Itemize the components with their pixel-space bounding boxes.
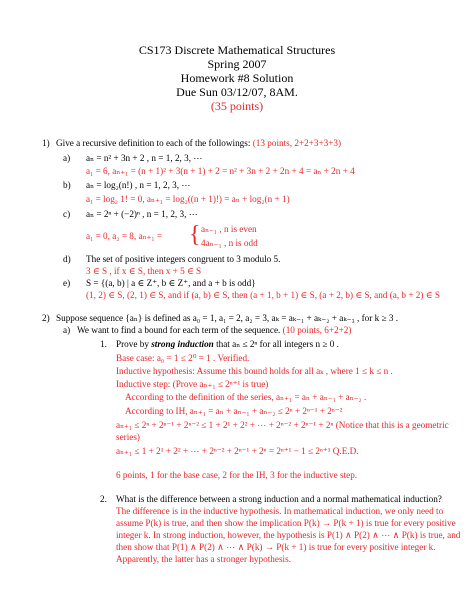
step1-text-pre: Prove by [116,339,149,349]
q1-prompt [56,138,341,149]
inductive-step: Inductive step: (Prove aₙ₊₁ ≤ 2ⁿ⁺¹ is true) [116,379,269,389]
q1d-answer: 3 ∈ S , if x ∈ S, then x + 5 ∈ S [86,266,202,276]
step2-text: What is the difference between a strong induction and a normal mathematical induction? [116,494,442,504]
course-title: CS173 Discrete Mathematical Structures [138,43,336,57]
base-case: Base case: a₀ = 1 ≤ 2⁰ = 1 . Verified. [116,353,250,363]
total-points: (35 points) [210,99,264,113]
final-inequality: aₙ₊₁ ≤ 1 + 2¹ + 2² + ⋯ + 2ⁿ⁻² + 2ⁿ⁻¹ + 2ⁿ = 2ⁿ⁺¹ − 1 ≤ 2ⁿ⁺¹ Q.E.D. [116,446,359,456]
q1c-case-even: aₙ₋₁ , n is even [201,224,257,234]
q2a-label: a) [63,325,71,335]
q1d-text: The set of positive integers congruent to 3 modulo 5. [86,254,281,264]
q1e-answer: (1, 2) ∈ S, (2, 1) ∈ S, and if (a, b) ∈ S, then (a + 1, b + 1) ∈ S, (a + 2, b) ∈ S, and (a, b + 2) ∈ S [86,290,440,300]
q1c-label: c) [63,209,71,219]
step2-answer-line: assume P(k) is true, and then show the implication P(k) → P(k + 1) is true for every positive [116,518,456,528]
q1e-label: e) [63,278,71,288]
case-brace: { [189,222,201,248]
ih-application: According to IH, aₙ₊₁ = aₙ + aₙ₋₁ + aₙ₋₂ ≤ 2ⁿ + 2ⁿ⁻¹ + 2ⁿ⁻² [125,406,343,416]
definition-expansion: According to the definition of the series, aₙ₊₁ = aₙ + aₙ₋₁ + aₙ₋₂ . [125,392,367,402]
q2a-points: (10 points, 6+2+2) [282,325,352,335]
q1a-label: a) [63,153,71,163]
step1-text-emphasis: strong induction [151,339,214,349]
q2-number: 2) [42,313,50,323]
q2-prompt: Suppose sequence {aₙ} is defined as a₀ = 1, a₁ = 2, a₂ = 3, aₖ = aₖ₋₁ + aₖ₋₂ + aₖ₋₃ , for k ≥ 3 . [56,313,399,323]
q1d-label: d) [63,254,71,264]
inductive-hypothesis: Inductive hypothesis: Assume this bound holds for all aₖ , where 1 ≤ k ≤ n . [116,366,393,376]
q1a-answer: a₁ = 6, aₙ₊₁ = (n + 1)² + 3(n + 1) + 2 = n² + 3n + 2 + 2n + 4 = aₙ + 2n + 4 [86,166,355,176]
q1b-answer: a₁ = log₂ 1! = 0, aₙ₊₁ = log₂((n + 1)!) = aₙ + log₂(n + 1) [86,194,290,204]
step2-answer-line: integer k. In strong induction, however, the hypothesis is P(1) ∧ P(2) ∧ ⋯ ∧ P(k) is true, and [116,530,461,540]
q1a-definition: aₙ = n² + 3n + 2 , n = 1, 2, 3, ⋯ [86,153,203,163]
q1c-case-odd: 4aₙ₋₁ , n is odd [201,238,258,248]
q2a-text [77,325,351,336]
term: Spring 2007 [207,57,267,71]
q1b-label: b) [63,180,71,190]
q1-prompt-text: Give a recursive definition to each of the followings: [56,138,251,148]
step2-answer-line: Apparently, the latter has a stronger hypothesis. [116,554,291,564]
q1c-definition: aₙ = 2ⁿ + (−2)ⁿ , n = 1, 2, 3, ⋯ [86,209,198,219]
q1-number: 1) [42,138,50,148]
q2a-text-body: We want to find a bound for each term of the sequence. [77,325,281,335]
step2-number: 2. [100,494,107,504]
q1b-definition: aₙ = log₂(n!) , n = 1, 2, 3, ⋯ [86,180,191,190]
step2-answer-line: The difference is in the inductive hypothesis. In mathematical induction, we only need to [116,506,444,516]
q1c-answer: a₁ = 0, a₂ = 8, aₙ₊₁ = [86,231,163,241]
grading-note: 6 points, 1 for the base case, 2 for the IH, 3 for the inductive step. [116,470,358,480]
q1e-definition: S = {(a, b) | a ∈ Z⁺, b ∈ Z⁺, and a + b is odd} [86,278,256,288]
step1-number: 1. [100,339,107,349]
step1-text [116,339,339,350]
homework-title: Homework #8 Solution [180,71,294,85]
due-date: Due Sun 03/12/07, 8AM. [176,85,298,99]
geometric-bound-cont: series) [116,432,140,442]
q1-points: (13 points, 2+2+3+3+3) [252,138,342,148]
geometric-bound: aₙ₊₁ ≤ 2ⁿ + 2ⁿ⁻¹ + 2ⁿ⁻² ≤ 1 + 2¹ + 2² + ⋯ + 2ⁿ⁻² + 2ⁿ⁻¹ + 2ⁿ (Notice that this is a geometric [116,420,449,430]
step1-text-post: that aₙ ≤ 2ⁿ for all integers n ≥ 0 . [216,339,339,349]
step2-answer-line: then show that P(1) ∧ P(2) ∧ ⋯ ∧ P(k) → P(k + 1) is true for every positive integer k. [116,542,436,552]
